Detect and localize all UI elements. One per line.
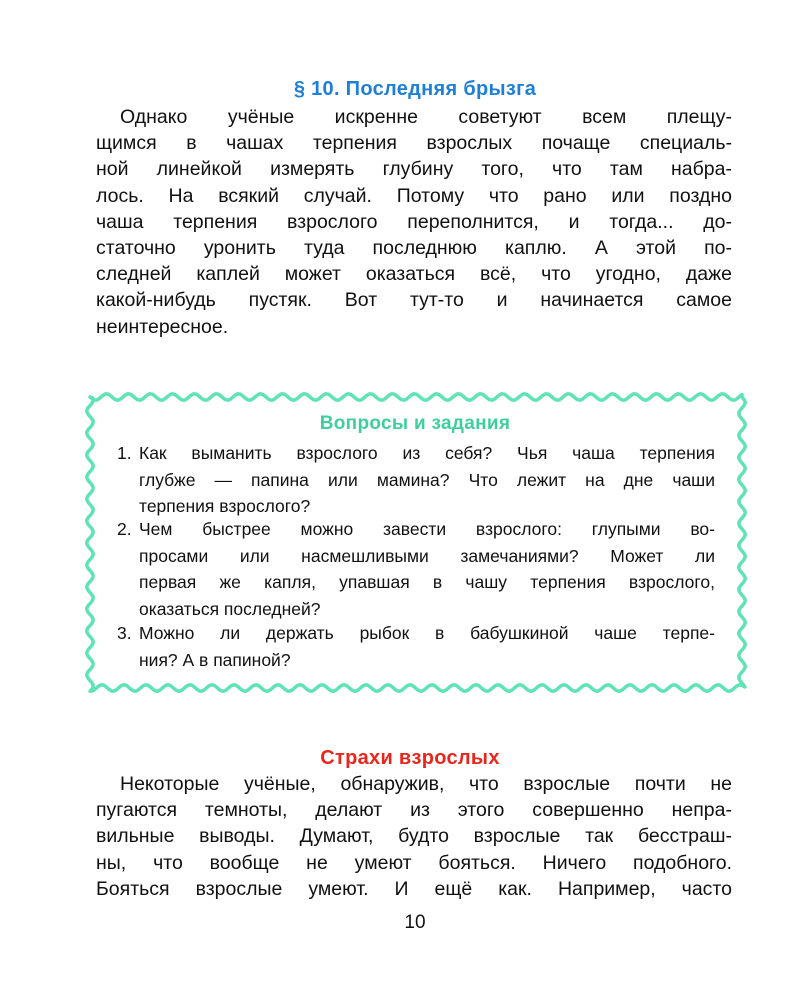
paragraph-line: следней каплей может оказаться всё, что угодно, даже [96,263,732,286]
paragraph-line: Однако учёные искренне советуют всем плещу- [120,106,732,128]
question-number: 1. [117,443,132,463]
paragraph-line: лось. На всякий случай. Потому что рано или поздно [96,184,732,207]
question-item [117,440,715,520]
paragraph-line: неинтересное. [96,315,229,338]
question-line: Чем быстрее можно завести взрослого: глупыми во- [139,519,715,539]
paragraph-line: пугаются темноты, делают из этого совершенно непра- [96,799,732,822]
paragraph-line: Некоторые учёные, обнаружив, что взрослые почти не [120,773,732,795]
question-line: просами или насмешливыми замечаниями? Может ли [139,545,715,566]
paragraph-line: ной линейкой измерять глубину того, что там набра- [96,158,732,181]
question-line: терпения взрослого? [139,496,311,516]
paragraph-line: статочно уронить туда последнюю каплю. А этой по- [96,236,732,259]
fears-title: Страхи взрослых [320,747,500,769]
paragraph-line: щимся в чашах терпения взрослых почаще специаль- [96,132,732,155]
question-line: Можно ли держать рыбок в бабушкиной чаше терпе- [139,623,715,643]
question-number: 2. [117,519,132,539]
paragraph-line: ны, что вообще не умеют бояться. Ничего подобного. [96,851,732,874]
question-number: 3. [117,623,132,643]
question-line: первая же капля, упавшая в чашу терпения взрослого, [139,572,715,592]
paragraph-line: чаша терпения взрослого переполнится, и тогда... до- [96,210,732,233]
question-line: Как выманить взрослого из себя? Чья чаша терпения [139,443,715,463]
paragraph-line: какой-нибудь пустяк. Вот тут-то и начинается самое [96,289,732,312]
section-title: § 10. Последняя брызга [293,78,537,100]
page-number: 10 [404,912,426,933]
question-line: оказаться последней? [139,598,321,619]
fears-paragraph [96,771,732,902]
question-item [117,516,715,622]
questions-title: Вопросы и задания [319,413,511,434]
paragraph-line: вильные выводы. Думают, будто взрослые так бесстраш- [96,825,732,848]
question-line: ния? А в папиной? [139,649,291,670]
paragraph-line: Бояться взрослые умеют. И ещё как. Например, часто [96,877,732,900]
question-line: глубже — папина или мамина? Что лежит на дне чаши [139,469,715,490]
question-item [117,620,715,673]
